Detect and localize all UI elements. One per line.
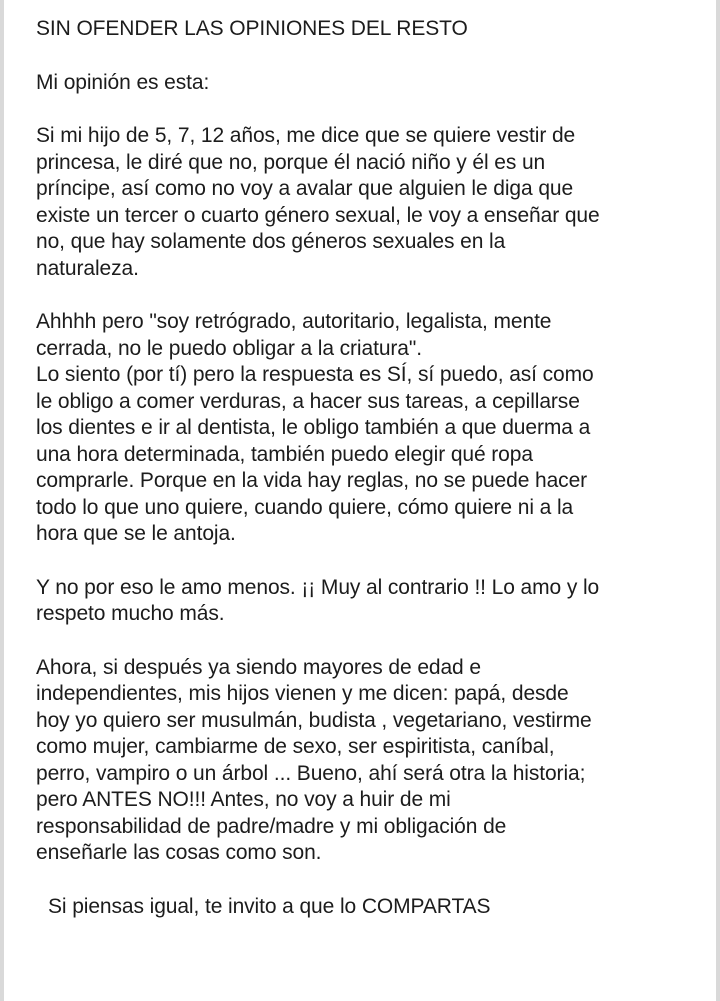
- text-line: naturaleza.: [36, 256, 139, 280]
- text-line: príncipe, así como no voy a avalar que alguien le diga que: [36, 177, 574, 200]
- paragraph-rules: [36, 309, 700, 548]
- text-line: hora que se le antoja.: [36, 522, 236, 545]
- text-line: enseñarle las cosas como son.: [36, 841, 322, 864]
- text-line: Ahhhh pero "soy retrógrado, autoritario, legalista, mente: [36, 310, 552, 333]
- text-line: cerrada, no le puedo obligar a la criatura".: [36, 336, 422, 360]
- text-line: Lo siento (por tí) pero la respuesta es SÍ, sí puedo, así como: [36, 363, 594, 386]
- text-line: una hora determinada, también puedo elegir qué ropa: [36, 442, 533, 466]
- text-line: Ahora, si después ya siendo mayores de edad e: [36, 655, 481, 679]
- post-title: SIN OFENDER LAS OPINIONES DEL RESTO: [36, 17, 468, 40]
- right-edge-divider: [716, 0, 720, 1001]
- text-line: pero ANTES NO!!! Antes, no voy a huir de mi: [36, 788, 451, 811]
- text-line: independientes, mis hijos vienen y me dicen: papá, desde: [36, 682, 569, 705]
- text-line: todo lo que uno quiere, cuando quiere, cómo quiere ni a la: [36, 495, 574, 519]
- text-line: princesa, le diré que no, porque él nació niño y él es un: [36, 150, 546, 174]
- text-line: los dientes e ir al dentista, le obligo también a que duerma a: [36, 416, 591, 439]
- text-line: como mujer, cambiarme de sexo, ser espiritista, caníbal,: [36, 735, 555, 758]
- closing-share-line: Si piensas igual, te invito a que lo COMPARTAS: [48, 894, 491, 918]
- paragraph-adulthood: [36, 655, 700, 867]
- text-line: existe un tercer o cuarto género sexual, le voy a enseñar que: [36, 203, 600, 227]
- text-line: Si mi hijo de 5, 7, 12 años, me dice que se quiere vestir de: [36, 124, 576, 147]
- text-line: hoy yo quiero ser musulmán, budista , vegetariano, vestirme: [36, 708, 592, 732]
- text-line: respeto mucho más.: [36, 602, 225, 625]
- text-line: perro, vampiro o un árbol ... Bueno, ahí será otra la historia;: [36, 761, 586, 785]
- text-line: responsabilidad de padre/madre y mi obligación de: [36, 814, 507, 838]
- paragraph-children-gender: [36, 123, 700, 282]
- intro-line: Mi opinión es esta:: [36, 70, 210, 94]
- text-line: Y no por eso le amo menos. ¡¡ Muy al contrario !! Lo amo y lo: [36, 575, 600, 599]
- paragraph-love: [36, 575, 700, 628]
- text-line: comprarle. Porque en la vida hay reglas, no se puede hacer: [36, 469, 588, 492]
- text-line: le obligo a comer verduras, a hacer sus tareas, a cepillarse: [36, 389, 580, 413]
- text-line: no, que hay solamente dos géneros sexuales en la: [36, 230, 506, 253]
- left-edge-divider: [0, 0, 4, 1001]
